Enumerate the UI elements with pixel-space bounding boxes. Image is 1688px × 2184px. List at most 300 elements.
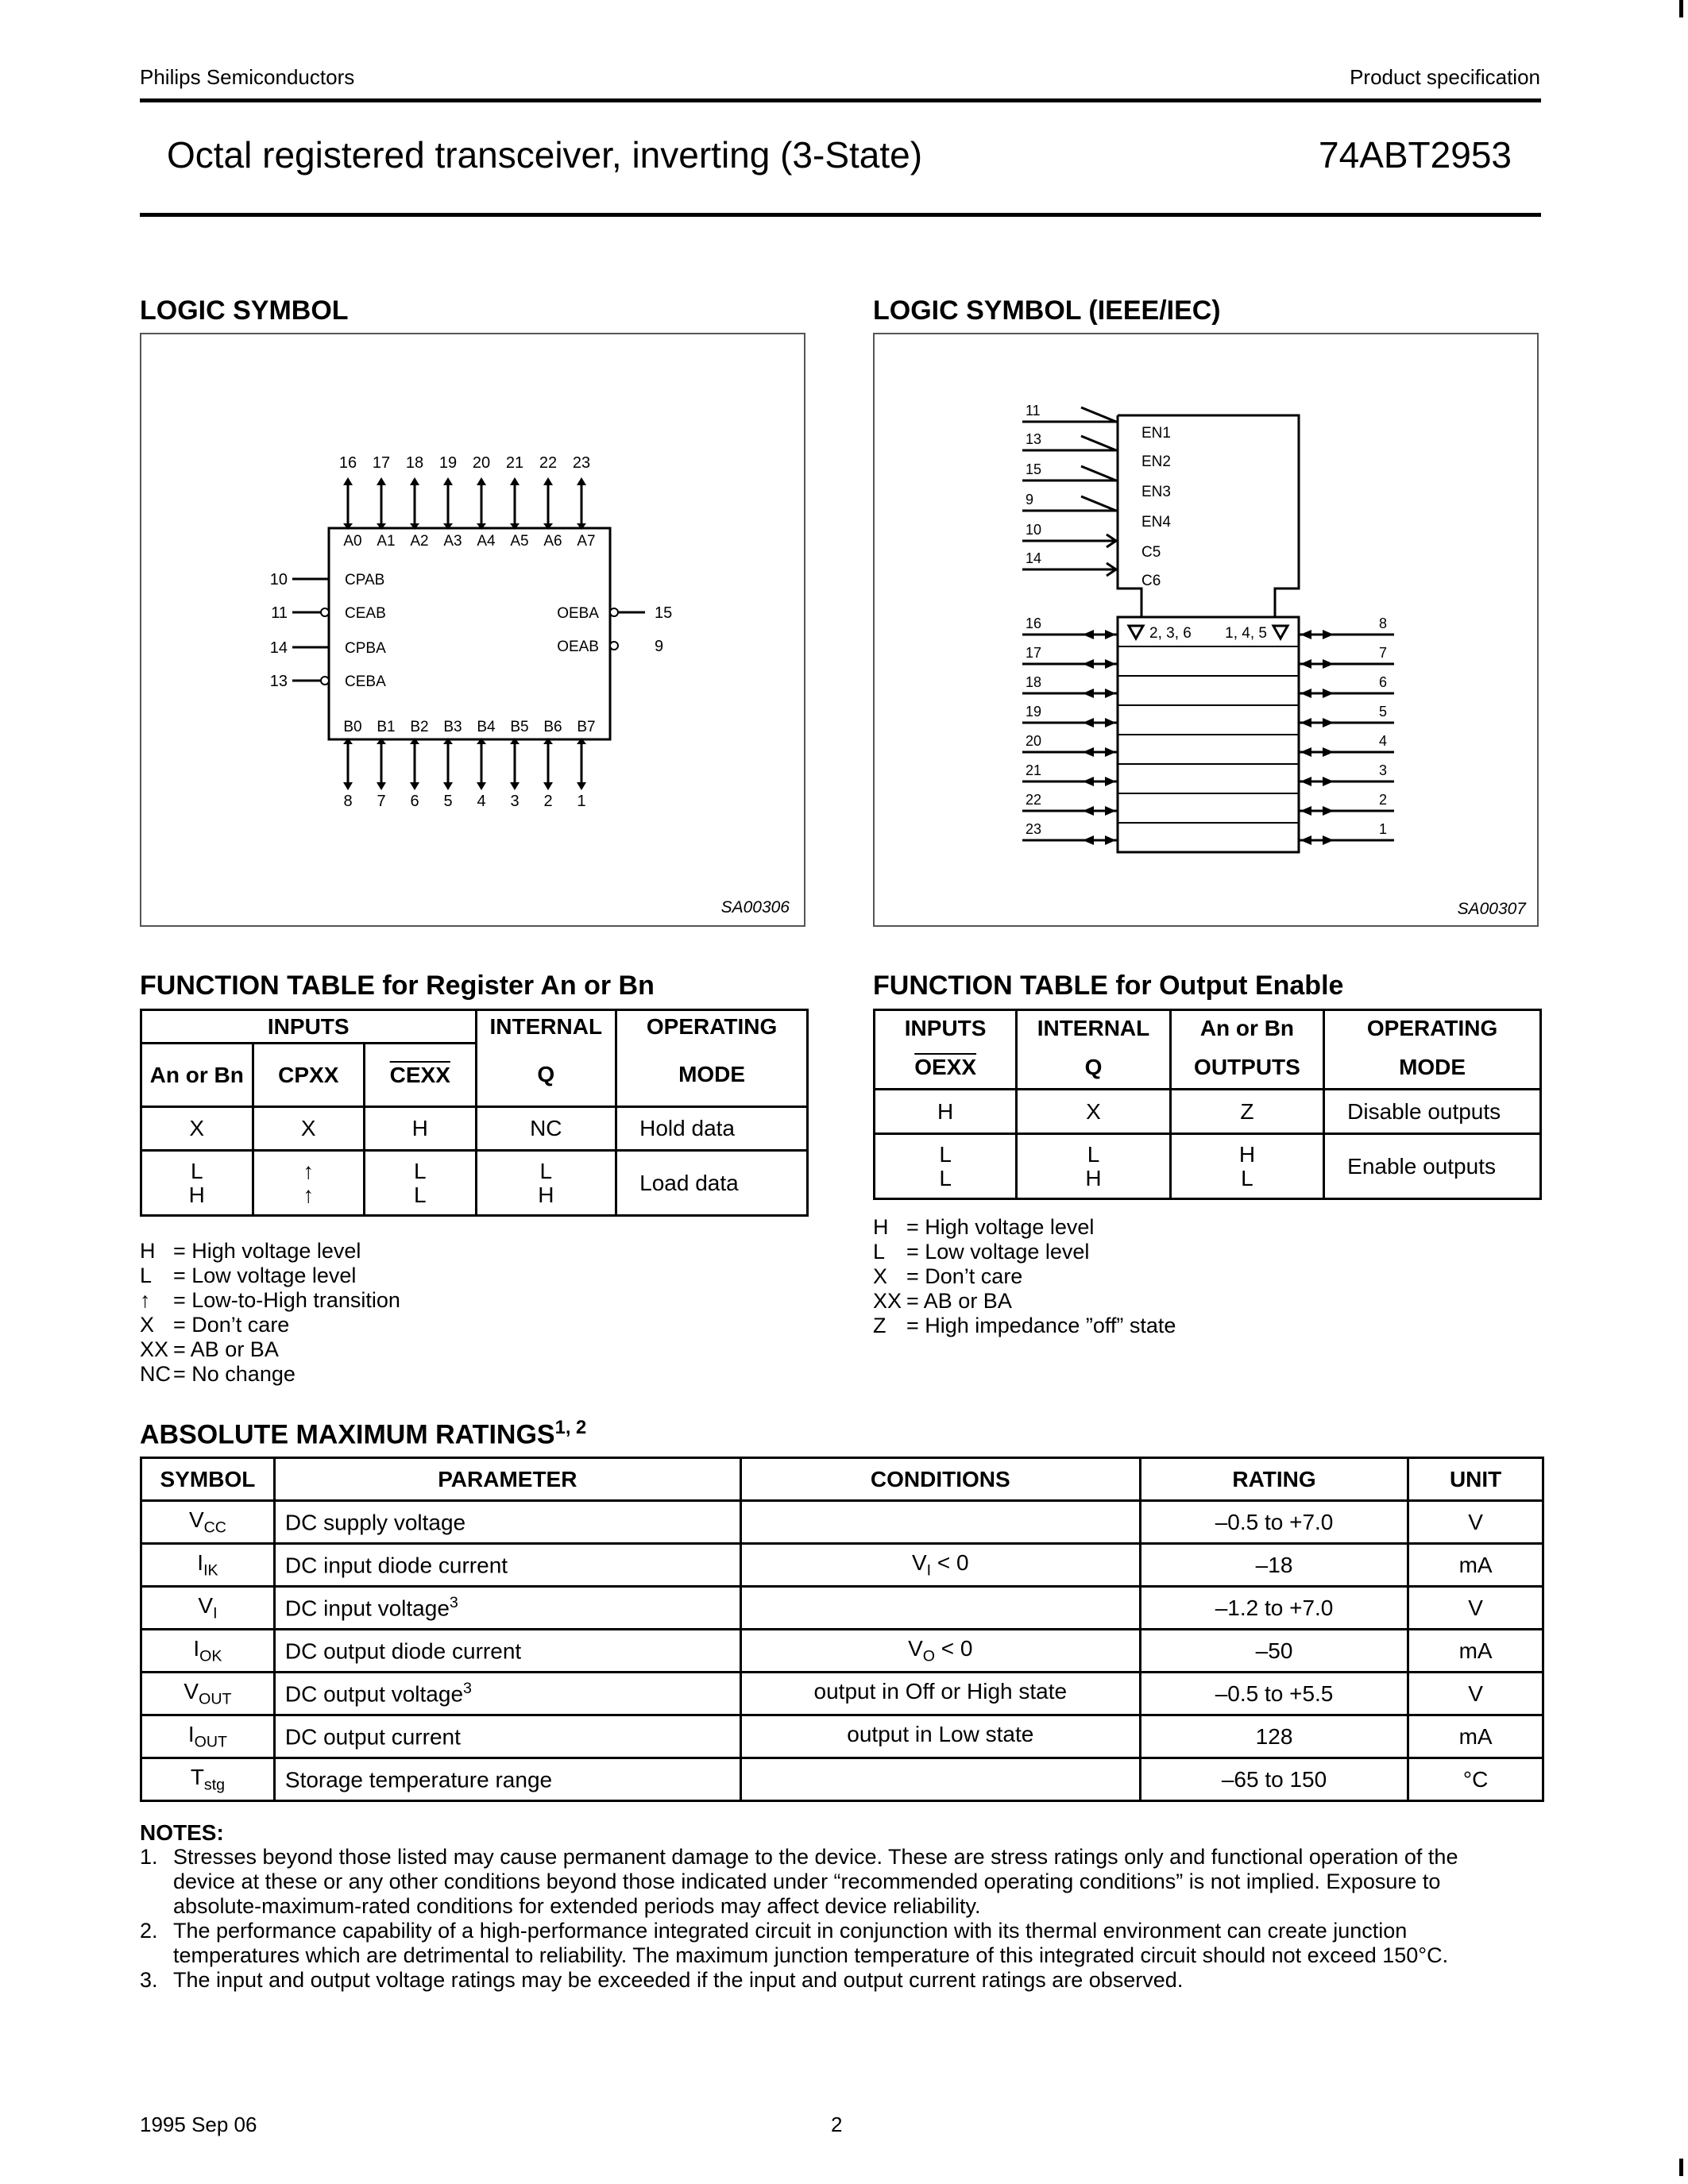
arrow-head xyxy=(1300,806,1311,816)
ft-reg-h-operating: OPERATING xyxy=(616,1010,808,1044)
arrow-head xyxy=(1323,630,1334,639)
ft-out-r1-mode: Disable outputs xyxy=(1324,1090,1541,1134)
amr-col-parameter: PARAMETER xyxy=(274,1458,740,1501)
note-text: The input and output voltage ratings may be exceeded if the input and output current ratings are observed. xyxy=(173,1968,1184,1992)
amr-symbol xyxy=(141,1630,275,1673)
legend-key: L xyxy=(873,1240,886,1264)
amr-unit: mA xyxy=(1408,1630,1543,1673)
ft-output-legend xyxy=(873,1215,1176,1338)
bottom-port-label: B1 xyxy=(377,719,396,735)
arrow-head xyxy=(1300,630,1311,639)
amr-symbol-main: V xyxy=(183,1678,199,1704)
amr-conditions xyxy=(740,1587,1140,1630)
arrow-head xyxy=(1323,747,1334,757)
amr-rating: –1.2 to +7.0 xyxy=(1140,1587,1408,1630)
control-pin-number: 13 xyxy=(1026,431,1042,447)
amr-symbol-main: I xyxy=(193,1635,200,1661)
amr-parameter-text: DC output diode current xyxy=(284,1638,522,1664)
ft-reg-r2-q2: H xyxy=(538,1182,554,1207)
legend-key: L xyxy=(140,1264,153,1287)
arrow-head xyxy=(577,477,586,485)
ft-reg-r1-cp: X xyxy=(253,1107,365,1151)
legend-key: Z xyxy=(873,1314,886,1337)
ft-reg-r2-q1: L xyxy=(539,1158,553,1183)
amr-rating: –0.5 to +7.0 xyxy=(1140,1501,1408,1544)
amr-symbol-sub: OK xyxy=(199,1647,222,1665)
ft-reg-r2-cp2: ↑ xyxy=(303,1182,315,1207)
ft-reg-r1-ce: H xyxy=(365,1107,477,1151)
amr-rating: –0.5 to +5.5 xyxy=(1140,1673,1408,1715)
arrow-head xyxy=(1105,659,1116,669)
amr-parameter-text: DC input voltage xyxy=(284,1596,450,1621)
amr-row xyxy=(141,1544,1543,1587)
arrow-head xyxy=(1300,777,1311,786)
amr-symbol xyxy=(141,1715,275,1758)
arrow-head xyxy=(343,782,353,790)
amr-parameter xyxy=(274,1630,740,1673)
ft-out-r2-mode: Enable outputs xyxy=(1324,1134,1541,1199)
control-label: C6 xyxy=(1141,573,1161,589)
notes-heading: NOTES: xyxy=(140,1820,224,1845)
legend-key: NC xyxy=(140,1362,171,1386)
amr-heading xyxy=(140,1417,586,1450)
enable-triangle xyxy=(1081,496,1116,511)
amr-col-symbol: SYMBOL xyxy=(141,1458,275,1501)
amr-unit: V xyxy=(1408,1673,1543,1715)
arrow-head xyxy=(477,477,486,485)
amr-conditions xyxy=(740,1544,1140,1587)
header-rule-bottom xyxy=(140,213,1541,217)
footer-date: 1995 Sep 06 xyxy=(140,2113,257,2136)
ft-reg-r2-ce2: L xyxy=(413,1182,427,1207)
ft-reg-h-cpxx: CPXX xyxy=(253,1044,365,1107)
header-rule-top xyxy=(140,98,1541,102)
amr-conditions-sym: V xyxy=(911,1549,927,1575)
top-port-label: A7 xyxy=(577,533,596,550)
note-item xyxy=(140,1968,1506,1993)
legend-value: = High impedance ”off” state xyxy=(906,1314,1176,1337)
amr-parameter-text: DC input diode current xyxy=(284,1553,508,1578)
control-label: EN2 xyxy=(1141,453,1171,470)
control-pin-number: 15 xyxy=(1026,461,1042,477)
note-number: 3. xyxy=(140,1968,158,1992)
amr-conditions xyxy=(740,1630,1140,1673)
amr-symbol-sub: stg xyxy=(203,1776,226,1794)
arrow-head xyxy=(1083,718,1094,727)
ieee-symbol-svg xyxy=(875,334,1537,925)
left-pin-number: 14 xyxy=(269,639,288,657)
page-title: Octal registered transceiver, inverting (3-State) xyxy=(167,134,923,176)
control-pin-number: 11 xyxy=(1026,403,1041,419)
part-number: 74ABT2953 xyxy=(1319,134,1512,176)
inversion-bubble xyxy=(610,608,618,616)
arrow-head xyxy=(1105,718,1116,727)
right-port-label: OEAB xyxy=(557,639,599,655)
amr-parameter-text: DC supply voltage xyxy=(284,1510,466,1535)
legend-value: = Don’t care xyxy=(173,1313,290,1337)
arrow-head xyxy=(1300,689,1311,698)
arrow-head xyxy=(477,782,486,790)
ft-out-h-inputs: INPUTS xyxy=(875,1010,1017,1047)
enable-triangle xyxy=(1081,466,1116,480)
ieee-symbol-diagram xyxy=(873,333,1539,927)
ft-reg-h-cexx: CEXX xyxy=(365,1044,477,1107)
bottom-pin-number: 1 xyxy=(577,793,586,810)
bottom-pin-number: 7 xyxy=(377,793,386,810)
top-pin-number: 19 xyxy=(438,454,458,472)
top-port-label: A1 xyxy=(377,533,396,550)
left-pin-number: 10 xyxy=(269,571,288,588)
cell-left-label: 2, 3, 6 xyxy=(1149,625,1192,642)
bottom-port-label: B0 xyxy=(343,719,362,735)
left-io-pin: 22 xyxy=(1026,792,1042,808)
cell-right-label: 1, 4, 5 xyxy=(1225,625,1267,642)
ft-reg-r1-q: NC xyxy=(476,1107,616,1151)
amr-col-unit: UNIT xyxy=(1408,1458,1543,1501)
left-pin-number: 11 xyxy=(271,604,288,622)
bottom-pin-number: 4 xyxy=(477,793,486,810)
right-pin-number: 15 xyxy=(655,604,673,622)
legend-key: H xyxy=(140,1239,156,1263)
arrow-head xyxy=(443,782,453,790)
ft-out-h-anbn: An or Bn xyxy=(1170,1010,1323,1047)
legend-key: XX xyxy=(873,1289,902,1313)
right-io-pin: 1 xyxy=(1378,821,1388,837)
ft-out-h-mode: MODE xyxy=(1324,1047,1541,1090)
control-label: C5 xyxy=(1141,544,1161,561)
amr-parameter xyxy=(274,1501,740,1544)
left-io-pin: 16 xyxy=(1026,615,1042,631)
arrow-head xyxy=(410,477,419,485)
legend-key: X xyxy=(140,1313,155,1337)
amr-parameter-text: Storage temperature range xyxy=(284,1767,553,1792)
arrow-head xyxy=(1083,806,1094,816)
arrow-head xyxy=(1083,777,1094,786)
amr-conditions-sym: V xyxy=(908,1635,923,1661)
ft-out-r2-q2: H xyxy=(1085,1165,1102,1190)
arrow-head xyxy=(343,477,353,485)
arrow-head xyxy=(1300,718,1311,727)
arrow-head xyxy=(1083,835,1094,845)
amr-row xyxy=(141,1715,1543,1758)
right-io-pin: 7 xyxy=(1378,645,1388,661)
amr-heading-notes: 1, 2 xyxy=(554,1417,587,1438)
amr-conditions xyxy=(740,1715,1140,1758)
legend-value: = AB or BA xyxy=(173,1337,279,1361)
ieee-symbol-heading: LOGIC SYMBOL (IEEE/IEC) xyxy=(873,295,1221,326)
ft-out-h-internal: INTERNAL xyxy=(1017,1010,1171,1047)
amr-heading-text: ABSOLUTE MAXIMUM RATINGS xyxy=(140,1419,555,1450)
arrow-head xyxy=(1323,835,1334,845)
left-io-pin: 21 xyxy=(1026,762,1042,778)
ft-reg-h-anbn: An or Bn xyxy=(141,1044,253,1107)
bottom-port-label: B7 xyxy=(577,719,596,735)
bottom-pin-number: 3 xyxy=(510,793,520,810)
amr-parameter-note: 3 xyxy=(463,1680,472,1698)
left-io-pin: 23 xyxy=(1026,821,1042,837)
top-pin-number: 21 xyxy=(505,454,524,472)
inversion-bubble xyxy=(610,642,618,650)
amr-symbol-main: T xyxy=(190,1764,204,1789)
bottom-port-label: B2 xyxy=(410,719,429,735)
amr-conditions-text: output in Off or High state xyxy=(813,1678,1068,1704)
ft-out-r2-out1: H xyxy=(1238,1141,1256,1167)
amr-unit: mA xyxy=(1408,1715,1543,1758)
left-io-pin: 19 xyxy=(1026,704,1042,720)
note-item xyxy=(140,1919,1506,1968)
ft-reg-r2-an1: L xyxy=(190,1158,203,1183)
top-pin-number: 17 xyxy=(372,454,391,472)
top-port-label: A4 xyxy=(477,533,496,550)
amr-conditions xyxy=(740,1758,1140,1801)
arrow-head xyxy=(1300,659,1311,669)
page-corner-mark xyxy=(1679,2159,1683,2176)
amr-row xyxy=(141,1758,1543,1801)
top-port-label: A0 xyxy=(343,533,362,550)
right-io-pin: 2 xyxy=(1378,792,1388,808)
arrow-head xyxy=(543,782,553,790)
amr-symbol-main: I xyxy=(197,1549,204,1575)
logic-symbol-code: SA00306 xyxy=(720,898,790,916)
amr-symbol xyxy=(141,1587,275,1630)
arrow-head xyxy=(1300,835,1311,845)
arrow-head xyxy=(377,782,386,790)
amr-conditions-sub: I xyxy=(926,1561,932,1580)
inversion-bubble xyxy=(321,608,329,616)
arrow-head xyxy=(443,477,453,485)
amr-row xyxy=(141,1587,1543,1630)
amr-parameter xyxy=(274,1587,740,1630)
note-text: The performance capability of a high-performance integrated circuit in conjunction with its thermal environment can create junction temperatures which are detrimental to reliability. The maximum junction temperature of this integrated circuit should not exceed 150°C. xyxy=(173,1919,1449,1967)
top-pin-number: 23 xyxy=(572,454,591,472)
arrow-head xyxy=(1105,806,1116,816)
amr-symbol-sub: I xyxy=(213,1604,218,1623)
amr-symbol-sub: IK xyxy=(203,1561,218,1580)
arrow-head xyxy=(1323,718,1334,727)
right-pin-number: 9 xyxy=(655,638,664,655)
amr-row xyxy=(141,1630,1543,1673)
logic-symbol-heading: LOGIC SYMBOL xyxy=(140,295,349,326)
legend-key: X xyxy=(873,1264,888,1288)
ft-reg-r2-cp1: ↑ xyxy=(303,1158,315,1183)
arrow-head xyxy=(410,782,419,790)
amr-parameter xyxy=(274,1715,740,1758)
control-label: EN4 xyxy=(1141,514,1171,531)
arrow-head xyxy=(377,477,386,485)
ft-reg-h-inputs: INPUTS xyxy=(141,1010,477,1044)
arrow-head xyxy=(510,477,520,485)
bottom-port-label: B5 xyxy=(510,719,529,735)
legend-value: = AB or BA xyxy=(906,1289,1012,1313)
note-number: 1. xyxy=(140,1845,158,1869)
arrow-head xyxy=(1083,689,1094,698)
ft-out-r1-oe: H xyxy=(875,1090,1017,1134)
logic-symbol-diagram xyxy=(140,333,805,927)
footer-page-number: 2 xyxy=(831,2113,843,2136)
top-port-label: A5 xyxy=(510,533,529,550)
enable-triangle xyxy=(1081,407,1116,422)
right-io-pin: 4 xyxy=(1378,733,1388,749)
bottom-pin-number: 8 xyxy=(343,793,353,810)
legend-value: = No change xyxy=(173,1362,295,1386)
arrow-head xyxy=(1105,835,1116,845)
amr-symbol-main: V xyxy=(198,1592,214,1618)
ft-register-table xyxy=(140,1009,809,1217)
arrow-head xyxy=(1323,659,1334,669)
ft-out-r1-q: X xyxy=(1017,1090,1171,1134)
ft-register-heading: FUNCTION TABLE for Register An or Bn xyxy=(140,970,655,1001)
legend-key: ↑ xyxy=(140,1288,151,1312)
amr-parameter xyxy=(274,1544,740,1587)
amr-unit: V xyxy=(1408,1587,1543,1630)
amr-conditions-rest: < 0 xyxy=(935,1635,973,1661)
arrow-head xyxy=(1300,747,1311,757)
top-pin-number: 20 xyxy=(472,454,491,472)
ft-out-h-q: Q xyxy=(1017,1047,1171,1090)
ft-reg-r2-an2: H xyxy=(188,1182,205,1207)
amr-rating: 128 xyxy=(1140,1715,1408,1758)
note-item xyxy=(140,1845,1506,1919)
legend-value: = Don’t care xyxy=(906,1264,1023,1288)
left-port-label: CEBA xyxy=(345,673,386,690)
ft-reg-h-mode: MODE xyxy=(616,1044,808,1107)
bottom-pin-number: 5 xyxy=(443,793,453,810)
arrow-head xyxy=(1323,689,1334,698)
bottom-port-label: B4 xyxy=(477,719,496,735)
ft-output-heading: FUNCTION TABLE for Output Enable xyxy=(873,970,1344,1001)
legend-value: = High voltage level xyxy=(173,1239,361,1263)
amr-col-rating: RATING xyxy=(1140,1458,1408,1501)
arrow-head xyxy=(1083,747,1094,757)
company-name: Philips Semiconductors xyxy=(140,65,355,89)
bottom-port-label: B6 xyxy=(543,719,562,735)
amr-symbol xyxy=(141,1758,275,1801)
amr-row xyxy=(141,1673,1543,1715)
left-port-label: CEAB xyxy=(345,605,386,622)
amr-symbol-sub: OUT xyxy=(194,1733,228,1751)
left-io-pin: 20 xyxy=(1026,733,1042,749)
right-io-pin: 6 xyxy=(1378,674,1388,690)
ft-reg-h-q: Q xyxy=(476,1044,616,1107)
top-pin-number: 16 xyxy=(338,454,357,472)
notes-section xyxy=(140,1820,1506,1993)
amr-table xyxy=(140,1457,1544,1802)
arrow-head xyxy=(1105,689,1116,698)
arrow-head xyxy=(1083,630,1094,639)
top-port-label: A3 xyxy=(443,533,462,550)
note-text: Stresses beyond those listed may cause permanent damage to the device. These are stress ratings only and functional operation of the device at these or any other conditions beyond those indicated under “recommended operating conditions” is not implied. Exposure to absolute-maximum-rated conditions for extended periods may affect device reliability. xyxy=(173,1845,1458,1918)
right-port-label: OEBA xyxy=(557,605,599,622)
arrow-head xyxy=(1323,777,1334,786)
top-port-label: A6 xyxy=(543,533,562,550)
ft-out-h-oexx: OEXX xyxy=(914,1054,977,1079)
amr-symbol-main: I xyxy=(187,1721,195,1746)
document-type: Product specification xyxy=(1350,65,1540,89)
bottom-pin-number: 6 xyxy=(410,793,419,810)
legend-value: = Low voltage level xyxy=(173,1264,357,1287)
ft-reg-r1-an: X xyxy=(141,1107,253,1151)
arrow-head xyxy=(1323,806,1334,816)
legend-value: = Low voltage level xyxy=(906,1240,1090,1264)
arrow-head xyxy=(510,782,520,790)
ft-reg-h-internal: INTERNAL xyxy=(476,1010,616,1044)
legend-value: = Low-to-High transition xyxy=(173,1288,400,1312)
ft-reg-r1-mode: Hold data xyxy=(616,1107,808,1151)
ft-register-legend xyxy=(140,1239,400,1387)
left-pin-number: 13 xyxy=(269,673,288,690)
enable-triangle xyxy=(1081,436,1116,450)
page-corner-mark-top xyxy=(1679,0,1683,17)
ft-out-r1-out: Z xyxy=(1170,1090,1323,1134)
arrow-head xyxy=(1105,630,1116,639)
amr-row xyxy=(141,1501,1543,1544)
arrow-head xyxy=(1083,659,1094,669)
amr-symbol xyxy=(141,1673,275,1715)
legend-key: XX xyxy=(140,1337,169,1361)
control-pin-number: 9 xyxy=(1026,492,1034,507)
amr-parameter-text: DC output voltage xyxy=(284,1681,464,1707)
top-pin-number: 22 xyxy=(539,454,558,472)
logic-symbol-svg xyxy=(141,334,804,925)
left-port-label: CPBA xyxy=(345,640,386,657)
top-pin-number: 18 xyxy=(405,454,424,472)
control-pin-number: 14 xyxy=(1026,550,1042,566)
left-port-label: CPAB xyxy=(345,572,385,588)
amr-parameter xyxy=(274,1673,740,1715)
amr-parameter-note: 3 xyxy=(449,1594,458,1612)
bottom-port-label: B3 xyxy=(443,719,462,735)
amr-unit: mA xyxy=(1408,1544,1543,1587)
ft-out-r2-oe1: L xyxy=(939,1141,952,1167)
left-io-pin: 18 xyxy=(1026,674,1042,690)
control-label: EN1 xyxy=(1141,425,1171,442)
control-pin-number: 10 xyxy=(1026,522,1042,538)
amr-conditions-text: output in Low state xyxy=(847,1721,1034,1746)
arrow-head xyxy=(1105,747,1116,757)
control-label: EN3 xyxy=(1141,484,1171,500)
ft-out-r2-q1: L xyxy=(1087,1141,1100,1167)
ft-reg-r2-ce1: L xyxy=(413,1158,427,1183)
right-io-pin: 8 xyxy=(1378,615,1388,631)
amr-conditions xyxy=(740,1673,1140,1715)
amr-conditions-sub: O xyxy=(922,1647,936,1665)
amr-parameter xyxy=(274,1758,740,1801)
arrow-head xyxy=(1105,777,1116,786)
inversion-bubble xyxy=(321,677,329,685)
amr-col-conditions: CONDITIONS xyxy=(740,1458,1140,1501)
amr-symbol xyxy=(141,1501,275,1544)
amr-conditions-rest: < 0 xyxy=(931,1549,969,1575)
right-io-pin: 5 xyxy=(1378,704,1388,720)
left-io-pin: 17 xyxy=(1026,645,1042,661)
amr-symbol xyxy=(141,1544,275,1587)
three-state-icon xyxy=(1129,626,1143,639)
ft-out-r2-oe2: L xyxy=(939,1165,952,1190)
ft-out-h-operating: OPERATING xyxy=(1324,1010,1541,1047)
arrow-head xyxy=(577,782,586,790)
amr-rating: –18 xyxy=(1140,1544,1408,1587)
amr-rating: –65 to 150 xyxy=(1140,1758,1408,1801)
ft-reg-r2-mode: Load data xyxy=(616,1151,808,1216)
amr-symbol-main: V xyxy=(188,1507,204,1532)
note-number: 2. xyxy=(140,1919,158,1943)
ft-output-table xyxy=(873,1009,1542,1200)
amr-unit: V xyxy=(1408,1501,1543,1544)
amr-parameter-text: DC output current xyxy=(284,1724,461,1750)
legend-value: = High voltage level xyxy=(906,1215,1095,1239)
arrow-head xyxy=(543,477,553,485)
bottom-pin-number: 2 xyxy=(543,793,553,810)
